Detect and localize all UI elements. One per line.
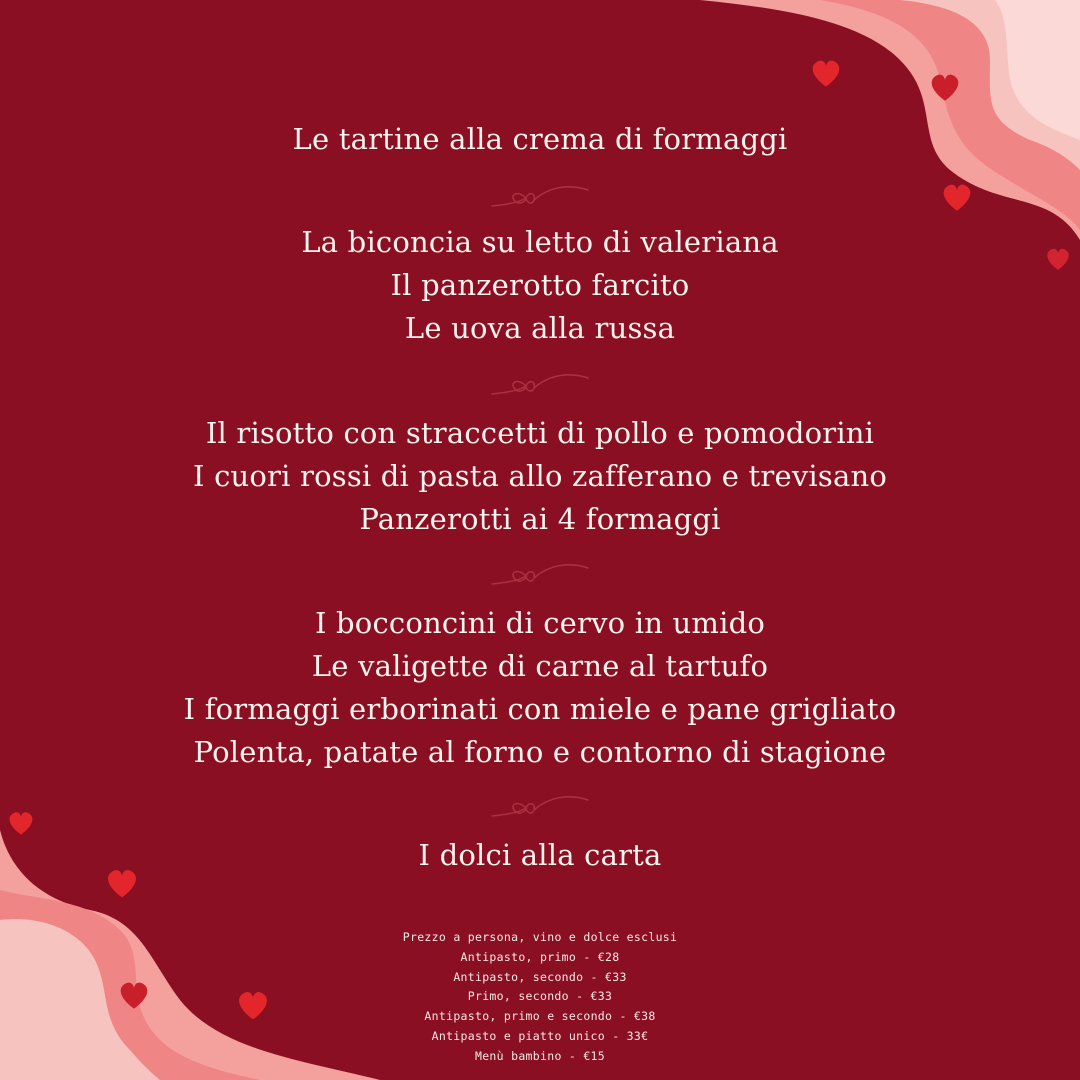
price-option: Antipasto, primo e secondo - €38 bbox=[424, 1009, 656, 1024]
dish-antipasto-1: La biconcia su letto di valeriana bbox=[301, 225, 779, 259]
heart-flourish-icon bbox=[490, 790, 590, 822]
dish-secondo-3: I formaggi erborinati con miele e pane grigliato bbox=[183, 692, 897, 726]
price-note: Prezzo a persona, vino e dolce esclusi bbox=[402, 930, 678, 944]
price-option: Menù bambino - €15 bbox=[474, 1048, 606, 1063]
heart-flourish-icon bbox=[490, 558, 590, 590]
price-option: Antipasto, primo - €28 bbox=[460, 949, 620, 964]
dish-antipasto-intro: Le tartine alla crema di formaggi bbox=[292, 122, 788, 156]
dish-primo-3: Panzerotti ai 4 formaggi bbox=[359, 502, 721, 536]
heart-flourish-icon bbox=[490, 368, 590, 400]
dish-antipasto-3: Le uova alla russa bbox=[404, 311, 676, 345]
heart-flourish-icon bbox=[490, 180, 590, 212]
dish-primo-2: I cuori rossi di pasta allo zafferano e trevisano bbox=[193, 459, 887, 493]
heart-icon bbox=[813, 61, 840, 87]
price-list bbox=[0, 928, 1080, 1067]
price-option: Primo, secondo - €33 bbox=[467, 989, 613, 1004]
dish-secondo-1: I bocconcini di cervo in umido bbox=[314, 606, 766, 640]
price-option: Antipasto e piatto unico - 33€ bbox=[431, 1028, 649, 1043]
dish-dolci: I dolci alla carta bbox=[418, 838, 662, 872]
dish-antipasto-2: Il panzerotto farcito bbox=[390, 268, 690, 302]
heart-icon bbox=[10, 812, 33, 834]
heart-icon bbox=[944, 185, 971, 211]
dish-primo-1: Il risotto con straccetti di pollo e pomodorini bbox=[205, 416, 875, 450]
dish-secondo-2: Le valigette di carne al tartufo bbox=[311, 649, 769, 683]
heart-icon bbox=[108, 870, 136, 897]
price-option: Antipasto, secondo - €33 bbox=[453, 969, 627, 984]
dish-secondo-4: Polenta, patate al forno e contorno di stagione bbox=[193, 735, 887, 769]
